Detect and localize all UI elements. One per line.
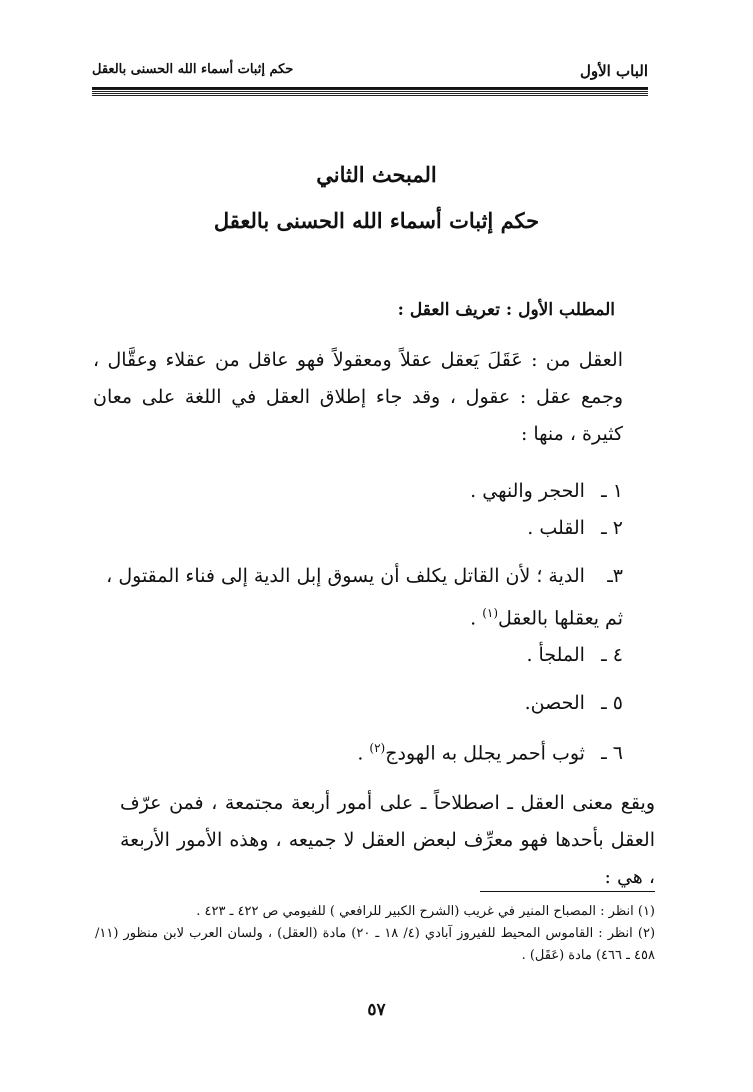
list-item-number: ٢ ـ [601,517,623,539]
list-item [527,513,623,543]
list-item-number: ١ ـ [601,480,623,502]
intro-paragraph: العقل من : عَقَلَ يَعقل عقلاً ومعقولاً فهو عاقل من عقلاء وعقَّال ، وجمع عقل : عقول ، وقد جاء إطلاق العقل في اللغة على معان كثيرة ، منها : [93,349,623,445]
list-item-number: ٣ـ [607,565,623,587]
footnotes [95,901,655,967]
list-item-text: ثوب أحمر يجلل به الهودج [385,742,585,765]
list-item-text: الحصن. [524,692,585,714]
list-item-text: الحجر والنهي . [470,480,585,502]
list-item-number: ٥ ـ [601,692,623,714]
chapter-label: الباب الأول [579,62,648,80]
list-item [525,688,623,718]
list-item-text: الدية ؛ لأن القاتل يكلف أن يسوق إبل الدية إلى فناء المقتول ، ثم يعقلها بالعقل [106,565,623,630]
subsection-heading: المطلب الأول : تعريف العقل : [397,300,615,320]
footnote-2: (٢) انظر : القاموس المحيط للفيروز آبادي (٤/ ١٨ ـ ٢٠) مادة (العقل) ، ولسان العرب لابن منظور (١١/ ٤٥٨ ـ ٤٦٦) مادة (عَقَل) . [95,926,656,963]
header-rule [92,87,648,97]
title-block [0,158,753,238]
section-title: المبحث الثاني [316,162,437,187]
section-subtitle: حكم إثبات أسماء الله الحسنى بالعقل [213,208,540,233]
list-item [103,558,623,637]
footnote-marker[interactable]: (٢) [369,741,386,755]
list-item-text: الملجأ . [526,644,585,666]
footnote-separator [480,891,655,892]
list-item-number: ٤ ـ [601,644,623,666]
list-item-tail: . [470,607,483,630]
list-item-number: ٦ ـ [601,742,623,765]
list-item [357,733,623,768]
list-item-tail: . [357,742,370,765]
running-title: حكم إثبات أسماء الله الحسنى بالعقل [92,62,294,77]
footnote-1: (١) انظر : المصباح المنير في غريب (الشرح الكبير للرافعي ) للفيومي ص ٤٢٢ ـ ٤٢٣ . [196,904,655,919]
list-item [470,476,623,506]
footnote-marker[interactable]: (١) [482,606,499,620]
running-header [92,62,648,84]
page-number: ٥٧ [367,1000,386,1020]
list-item [526,640,623,670]
closing-paragraph: ويقع معنى العقل ـ اصطلاحاً ـ على أمور أربعة مجتمعة ، فمن عرّف العقل بأحدها فهو معرِّف لبعض العقل لا جميعه ، وهذه الأمور الأربعة ، هي : [120,792,655,888]
list-item-text: القلب . [527,517,585,539]
